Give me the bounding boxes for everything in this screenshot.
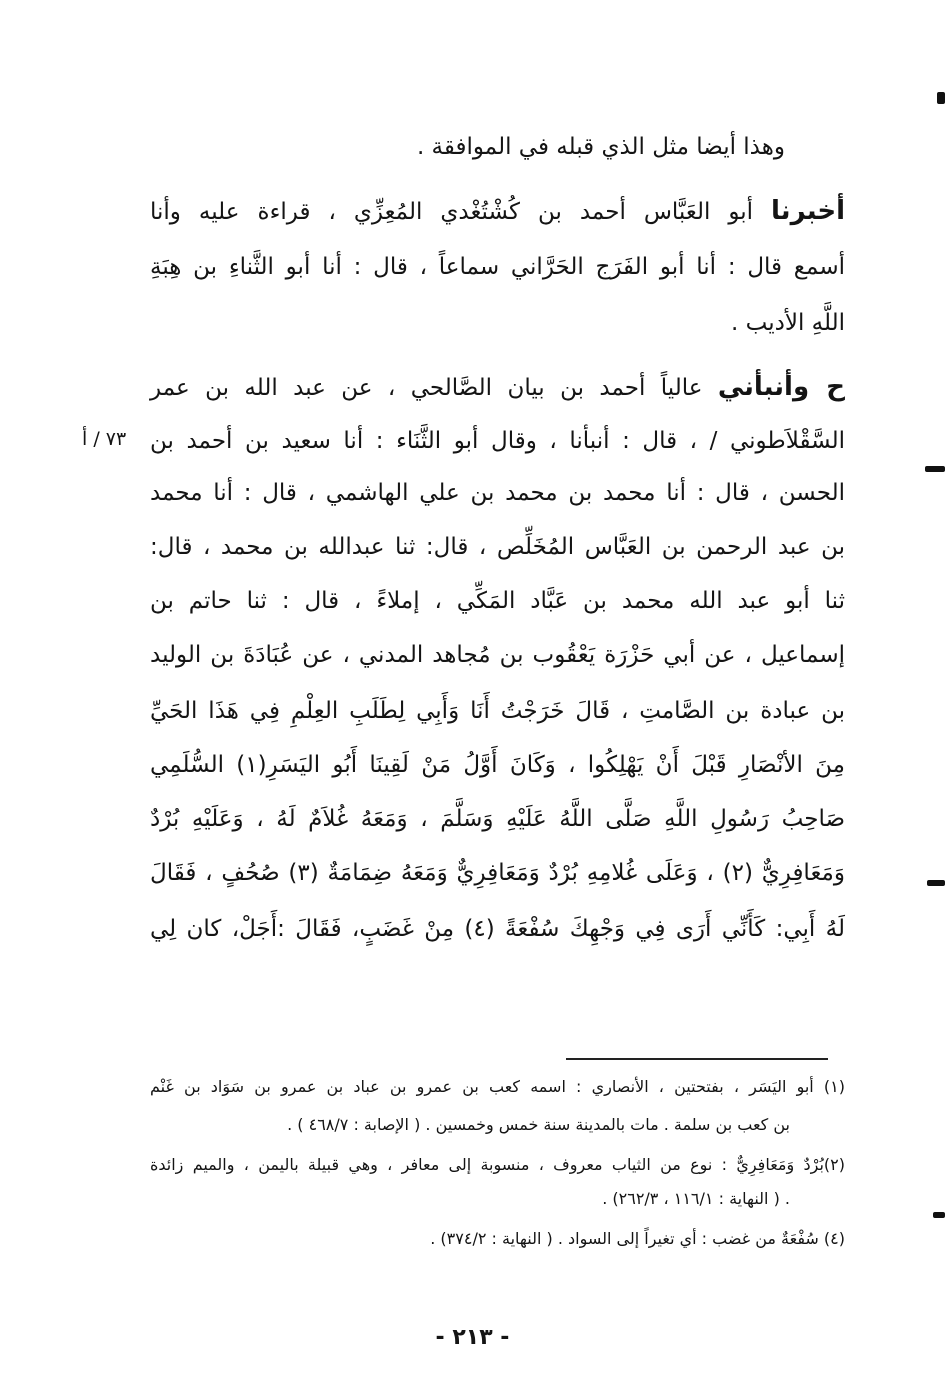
footnotes <box>150 0 845 1300</box>
footnote-line: . ( النهاية : ١١٦/١ ، ٢٦٢/٣) . <box>602 1189 790 1208</box>
scan-edge-mark <box>927 880 945 886</box>
text-line: الحسن ، قال : أنا محمد بن محمد بن علي الهاشمي ، قال : أنا محمد <box>150 480 845 506</box>
scan-edge-mark <box>937 92 945 104</box>
footnote-line: (٢)بُرْدٌ وَمَعَافِرِيٌّ : نوع من الثياب معروف ، منسوبة إلى معافر ، وهي قبيلة باليمن ، والميم زائدة <box>150 1155 845 1174</box>
footnote-line: (١) أبو اليَسَر ، بفتحتين ، الأنصاري : اسمه كعب بن عمرو بن عباد بن عمرو بن سَوَاد بن غَنْم <box>150 1077 845 1096</box>
text-line: أسمع قال : أنا أبو الفَرَج الحَرَّاني سماعاً ، قال : أنا أبو الثَّناءِ بن هِبَةِ <box>150 254 845 280</box>
page-number: - ٢١٣ - <box>435 1325 510 1350</box>
text-line: لَهُ أَبِي: كَأَنِّي أَرَى فِي وَجْهِكَ سُفْعَةً (٤) مِنْ غَضَبٍ، فَقَالَ :أَجَلْ، كان لِي <box>150 916 845 942</box>
text-line: وَمَعَافِرِيٌّ (٢) ، وَعَلَى غُلامِهِ بُرْدٌ وَمَعَافِرِيٌّ وَمَعَهُ ضِمَامَةٌ (٣) صُحُفٍ ، فَقَالَ <box>150 860 845 886</box>
text-span: عالياً أحمد بن بيان الصَّالحي ، عن عبد الله بن عمر <box>150 375 703 401</box>
text-line: السَّقْلاَطوني / ، قال : أنبأنا ، وقال أبو الثَّنَاء : أنا سعيد بن أحمد بن <box>150 428 845 454</box>
text-line: صَاحِبُ رَسُولِ اللَّهِ صَلَّى اللَّهُ عَلَيْهِ وَسَلَّمَ ، وَمَعَهُ غُلاَمٌ لَهُ ، وَعَلَيْهِ بُرْدٌ <box>150 806 845 832</box>
scan-edge-mark <box>925 466 945 472</box>
text-span: أبو العَبَّاس أحمد بن كُشْتُغْدي المُعِزِّي ، قراءة عليه وأنا <box>150 199 754 225</box>
text-line: مِنَ الأنْصَارِ قَبْلَ أَنْ يَهْلِكُوا ، وَكَانَ أَوَّلُ مَنْ لَقِينَا أَبُو اليَسَرِ(١) السُّلَمِي <box>150 752 845 778</box>
text-line: ثنا أبو عبد الله محمد بن عَبَّاد المَكِّي ، إملاءً ، قال : ثنا حاتم بن <box>150 588 845 614</box>
paragraph-lead-word: ح وأنبأني <box>717 372 845 402</box>
scan-edge-mark <box>933 1212 945 1218</box>
footnote-line: بن كعب بن سلمة . مات بالمدينة سنة خمس وخمسين . ( الإصابة : ٤٦٨/٧ ) . <box>287 1115 790 1134</box>
text-line: بن عبد الرحمن بن العَبَّاس المُخَلِّص ، قال: ثنا عبدالله بن محمد ، قال: <box>150 534 845 560</box>
text-line: بن عبادة بن الصَّامتِ ، قَالَ خَرَجْتُ أَنَا وَأَبِي لِطَلَبِ العِلْمِ فِي هَذَا الحَيِّ <box>150 698 845 724</box>
paragraph-lead-word: أخبرنا <box>771 196 846 226</box>
footnote-line: (٤) سُفْعَةٌ من غضب : أي تغيراً إلى السواد . ( النهاية : ٣٧٤/٢) . <box>430 1229 845 1248</box>
text-line: إسماعيل ، عن أبي حَزْرَة يَعْقُوب بن مُجاهد المدني ، عن عُبَادَةَ بن الوليد <box>150 642 845 668</box>
text-line: وهذا أيضا مثل الذي قبله في الموافقة . <box>416 134 785 160</box>
manuscript-folio-note: ٧٣ / أ <box>82 428 127 450</box>
text-line: اللَّهِ الأديب . <box>730 310 845 336</box>
